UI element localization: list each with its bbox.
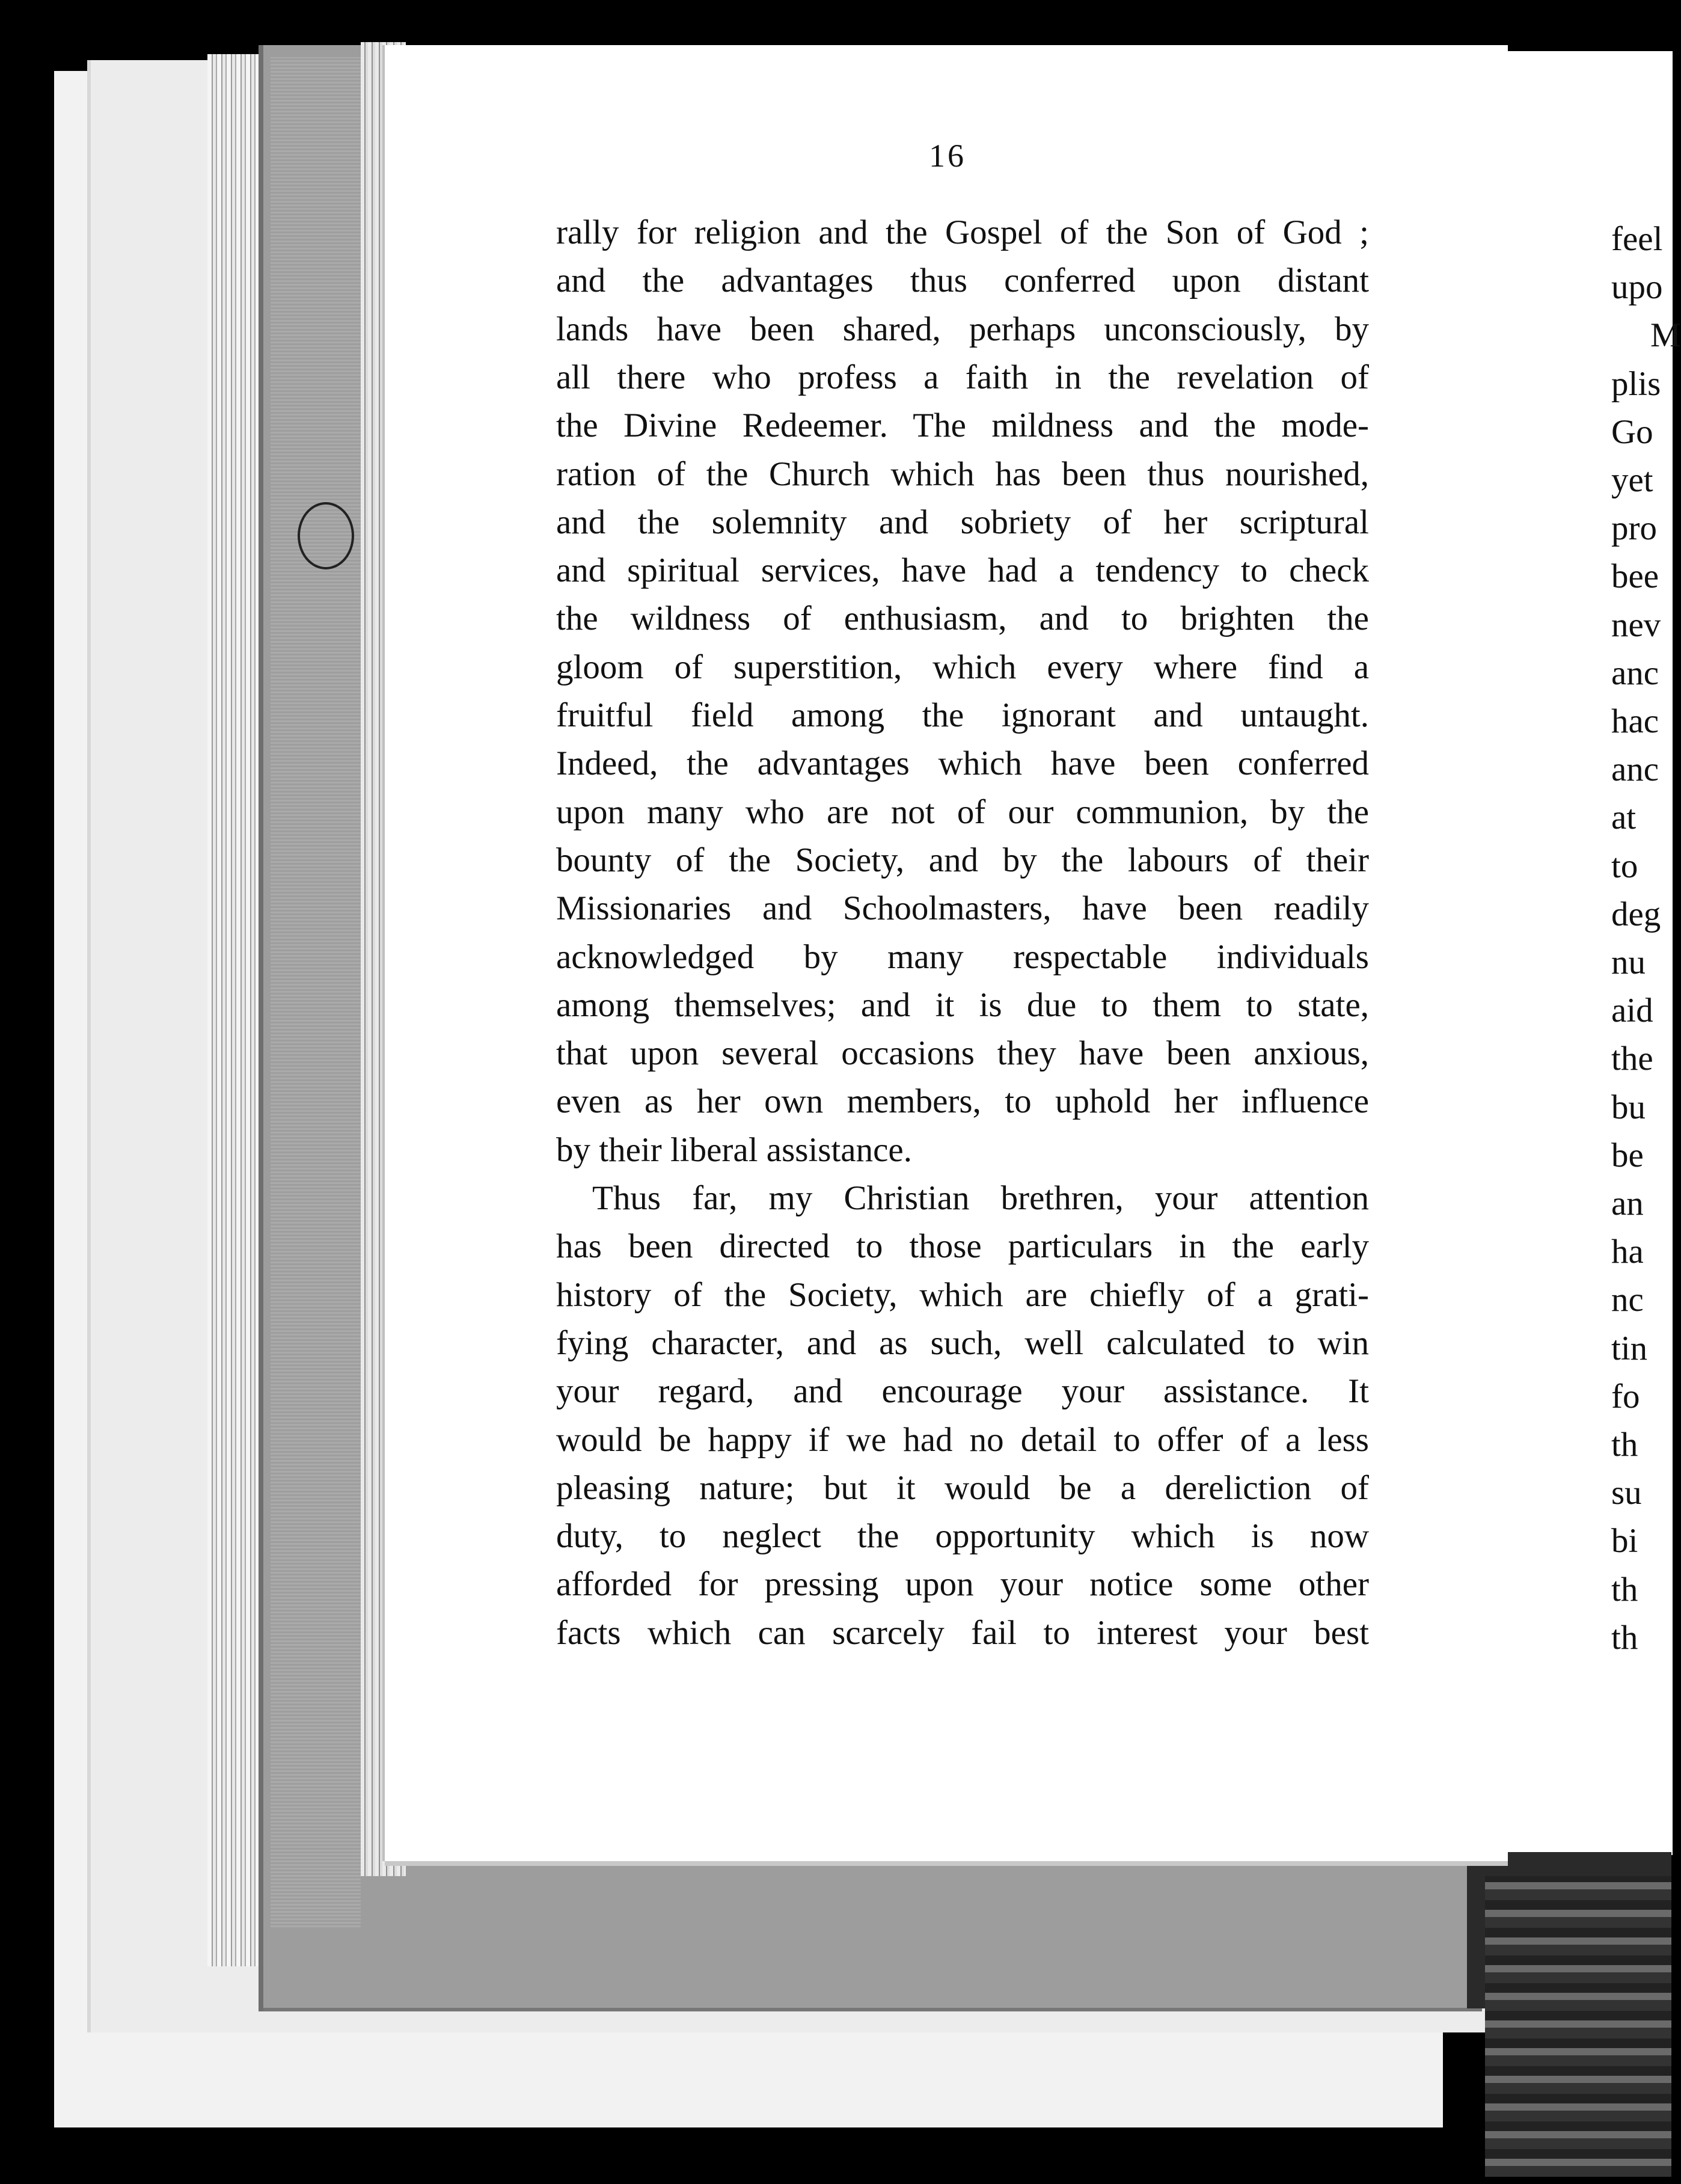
facing-fragment: tin [1611,1329,1648,1367]
text-line: Indeed, the advantages which have been conferred [556,744,1369,783]
facing-fragment: th [1611,1426,1638,1464]
facing-page [1498,51,1673,1855]
text-line: rally for religion and the Gospel of the Son of God ; [556,213,1369,251]
text-line: has been directed to those particulars in the early [556,1227,1369,1266]
facing-fragment: anc [1611,750,1659,789]
text-line: all there who profess a faith in the revelation of [556,358,1369,396]
facing-fragment: bee [1611,557,1659,596]
text-line: and the advantages thus conferred upon distant [556,262,1369,300]
page-number: 16 [929,138,966,174]
text-line: gloom of superstition, which every where find a [556,648,1369,686]
text-line: and the solemnity and sobriety of her scriptural [556,503,1369,541]
facing-fragment: aid [1611,992,1653,1030]
text-line: duty, to neglect the opportunity which is now [556,1517,1369,1556]
text-line: lands have been shared, perhaps unconsciously, by [556,310,1369,348]
facing-fragment: nev [1611,606,1661,644]
text-line: Missionaries and Schoolmasters, have been readily [556,889,1369,928]
facing-fragment: nc [1611,1281,1644,1319]
text-line: the Divine Redeemer. The mildness and the mode- [556,406,1369,445]
facing-fragment: yet [1611,461,1653,499]
text-line: among themselves; and it is due to them to state, [556,986,1369,1024]
facing-fragment: be [1611,1136,1644,1174]
text-line: history of the Society, which are chiefly of a grati- [556,1275,1369,1314]
facing-fragment: to [1611,847,1638,885]
text-line: Thus far, my Christian brethren, your attention [592,1179,1369,1217]
punch-hole [298,502,354,569]
text-line: pleasing nature; but it would be a dereliction of [556,1468,1369,1507]
facing-fragment: deg [1611,895,1661,933]
facing-fragment: anc [1611,654,1659,692]
facing-fragment: bi [1611,1522,1638,1560]
text-line: by their liberal assistance. [556,1130,912,1169]
text-line: bounty of the Society, and by the labours of their [556,841,1369,879]
book-block-bottom [1485,1876,1671,2177]
text-line: and spiritual services, have had a tendency to check [556,551,1369,590]
text-line: the wildness of enthusiasm, and to brighten the [556,600,1369,638]
facing-fragment: plis [1611,364,1661,403]
facing-fragment: Go [1611,413,1653,451]
facing-fragment: the [1611,1040,1653,1078]
text-line: fying character, and as such, well calculated to win [556,1324,1369,1362]
facing-fragment: hac [1611,702,1659,740]
text-line: upon many who are not of our communion, by the [556,793,1369,831]
facing-fragment: bu [1611,1088,1646,1126]
facing-fragment: fo [1611,1377,1640,1416]
facing-fragment: th [1611,1618,1638,1657]
facing-fragment: su [1611,1474,1642,1512]
facing-fragment: at [1611,799,1637,837]
text-line: that upon several occasions they have been anxious, [556,1034,1369,1073]
facing-fragment: M [1650,316,1681,355]
text-line: acknowledged by many respectable individuals [556,937,1369,976]
facing-fragment: nu [1611,943,1646,981]
text-line: your regard, and encourage your assistance. It [556,1372,1369,1411]
facing-fragment: pro [1611,509,1657,548]
facing-fragment: feel [1611,220,1663,258]
facing-fragment: an [1611,1185,1644,1222]
text-line: fruitful field among the ignorant and untaught. [556,696,1369,734]
facing-fragment: ha [1611,1233,1644,1271]
text-line: afforded for pressing upon your notice some other [556,1565,1369,1604]
text-line: even as her own members, to uphold her influence [556,1082,1369,1121]
text-line: would be happy if we had no detail to offer of a less [556,1420,1369,1459]
facing-fragment: upo [1611,268,1663,307]
cover-strip [271,57,361,1927]
facing-fragment: th [1611,1570,1638,1609]
text-line: facts which can scarcely fail to interest your best [556,1613,1369,1652]
text-line: ration of the Church which has been thus nourished, [556,455,1369,493]
